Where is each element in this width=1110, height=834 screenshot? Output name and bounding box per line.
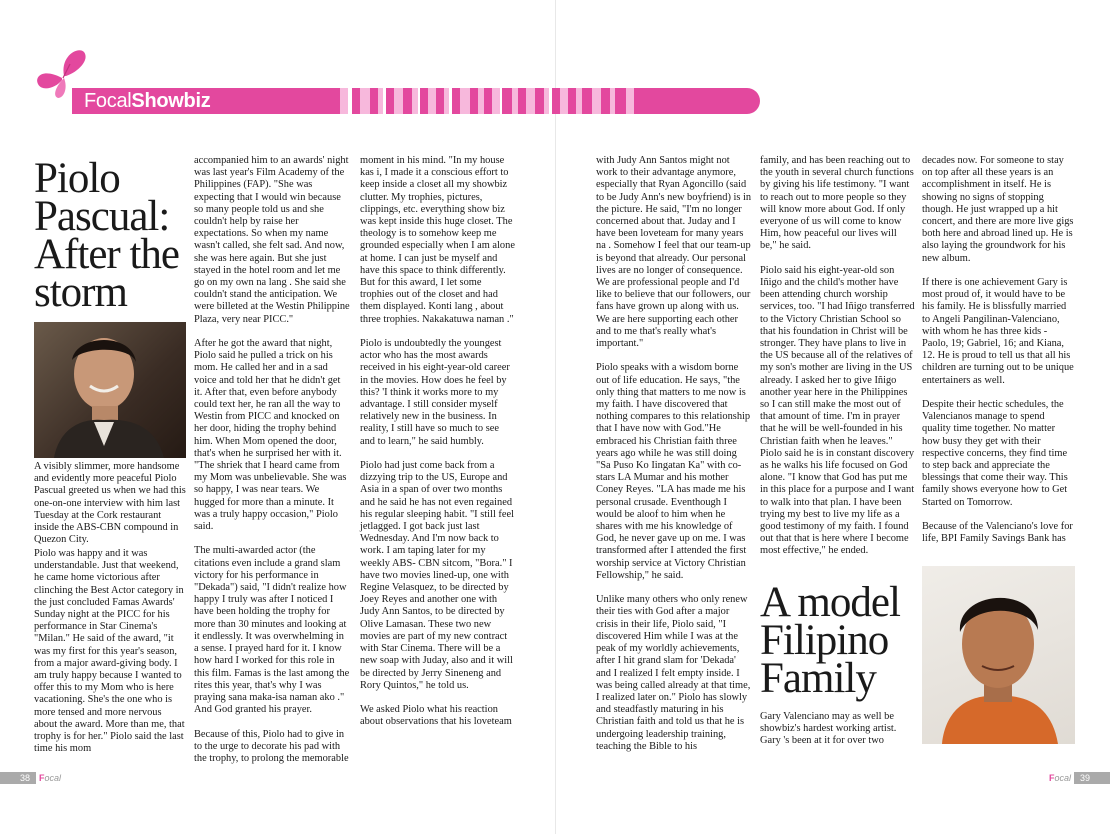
page-footer-right <box>1046 772 1110 784</box>
article-column-3 <box>360 155 516 741</box>
article-column-4 <box>596 155 752 765</box>
paragraph: Piolo speaks with a wisdom borne out of life education. He says, "the only thing that matters to me now is my faith. I have discovered that nothing compares to this relationship that I have now with God."He embraced his Christian faith three years ago while he was still doing "Sa Puso Ko Iingatan Ka" with co-stars LA Mumar and his mother Coney Reyes. "LA has made me his personal crusade. Eventhough I would be aloof to him when he shares with me his knowledge of God, he never gave up on me. I was transformed after I attended the first worship service at Victory Christian Fellowship," he said. <box>596 362 751 581</box>
article-headline-2: A model Filipino Family <box>760 579 900 702</box>
portrait-photo <box>34 322 186 458</box>
article-column-2 <box>194 155 350 777</box>
paragraph: Gary Valenciano may as well be showbiz's hardest working artist. Gary 's been at it for over two <box>760 711 897 747</box>
page-spine <box>555 0 556 834</box>
paragraph: The multi-awarded actor (the citations even include a grand slam victory for his performance in "Dekada") said, "I didn't realize how happy I truly was after I noticed I have been holding the trophy for more than 30 minutes and looking at it endlessly. It was overwhelming in a sense. I prayed hard for it. I know how hard I worked for this role in this film. Famas is the last among the rites this year, that's why I was praying sana maka-isa naman ako ." And God granted his prayer. <box>194 545 350 716</box>
paragraph: Unlike many others who only renew their ties with God after a major crisis in their life, Piolo said, "I discovered Him while I was at the peak of my worldly achievements, after I hit grand slam for 'Dekada' and I realized I felt empty inside. I was being called already at that time, I realized later on." Piolo has slowly and steadfastly maturing in his Christian faith and told us that he is undergoing leadership training, teaching the Bible to his <box>596 594 751 752</box>
article-column-6 <box>922 155 1075 558</box>
page-footer-left <box>0 772 64 784</box>
photo-caption: A visibly slimmer, more handsome and evidently more peaceful Piolo Pascual greeted us when we had this one-on-one interview with him last Tuesday at the Cork restaurant inside the ABS-CBN compound in Quezon City. <box>34 461 186 546</box>
footer-brand: Focal <box>39 773 62 783</box>
paragraph: Piolo is undoubtedly the youngest actor who has the most awards received in his eight-year-old career in the movies. How does he feel by this? 'I think it works more to my advantage. I still consider myself relatively new in the business. In reality, I still have so much to see and to learn," he said humbly. <box>360 338 510 447</box>
paragraph: Because of this, Piolo had to give in to the urge to decorate his pad with the trophy, to prolong the memorable <box>194 728 349 764</box>
paragraph: Because of the Valenciano's love for life, BPI Family Savings Bank has <box>922 521 1073 545</box>
article-column-1 <box>34 548 186 768</box>
paragraph: If there is one achievement Gary is most proud of, it would have to be his family. He is blissfully married to Angeli Pangilinan-Valenciano, with whom he has three kids - Paolo, 19; Gabriel, 16; and Kiana, 12. He is proud to tell us that all his children are turning out to be unique entertainers as well. <box>922 277 1074 386</box>
paragraph: moment in his mind. "In my house kas i, I made it a conscious effort to keep inside a closet all my showbiz clutter. My trophies, pictures, clippings, etc. everything show biz was kept inside this huge closet. The theology is to somehow keep me grounded especially when I am alone at home. I can just be myself and have this space to think differently. But for this award, I let some trophies out of the closet and had them displayed. Konti lang , about three trophies. Nakakatuwa naman ." <box>360 155 515 325</box>
paragraph: Piolo had just come back from a dizzying trip to the US, Europe and Asia in a span of over two months and he said he has not even regained his regular sleeping habit. "I still feel jetlagged. I got back just last Wednesday. And I'm now back to work. I am taping later for my weekly ABS- CBN sitcom, "Bora." I have two movies lined-up, one with Regine Velasquez, to be directed by Joey Reyes and another one with Judy Ann Santos, to be directed by Olive Lamasan. These two new movies are part of my new contract with Star Cinema. There will be a new soap with Juday, also and it will be directed by Jerry Sineneng and Rory Quintos," he told us. <box>360 460 514 691</box>
paragraph: After he got the award that night, Piolo said he pulled a trick on his mom. He called her and in a sad voice and told her that he didn't get it. After that, even before anybody could text her, he ran all the way to Westin from PICC and knocked on her door, hiding the trophy behind him. When Mom opened the door, that's when he surprised her with it. "The shriek that I heard came from my Mom was unbelievable. She was so happy, I was near tears. We hugged for more than a minute. It was a truly happy occasion," Piolo said. <box>194 338 347 533</box>
paragraph: decades now. For someone to stay on top after all these years is an accomplishment in itself. He is showing no signs of stopping though. He just wrapped up a hit concert, and there are more live gigs both here and abroad lined up. He is also laying the groundwork for his new album. <box>922 155 1074 264</box>
section-banner <box>72 88 760 114</box>
page-number: 39 <box>1074 772 1110 784</box>
paragraph: family, and has been reaching out to the youth in several church functions by giving his life testimony. "I want to reach out to more people so they will know more about God. If only everyone of us will come to know Him, how peaceful our lives will be," he said. <box>760 155 914 252</box>
page-number: 38 <box>0 772 36 784</box>
portrait-photo-2 <box>922 566 1075 744</box>
article2-intro <box>760 711 915 760</box>
paragraph: Piolo said his eight-year-old son Iñigo and the child's mother have been attending church worship services, too. "I had Iñigo transferred to the Victory Christian School so that his foundation in Christ will be stronger. They have plans to live in the US because all of the relatives of my son's mother are living in the US already. I asked her to give Iñigo another year here in the Philippines so I can still make the most out of that amount of time. I'm in prayer that he will be well-founded in his Christian faith when he leaves." Piolo said he is in constant discovery as he walks his life focused on God alone. "I know that God has put me in this place for a purpose and I want to walk into that plan. I have been trying my best to live my life as a good testimony of my faith. I found out that that is here where I become most effective," he ended. <box>760 264 915 557</box>
paragraph: Piolo was happy and it was understandable. Just that weekend, he came home victorious after clinching the Best Actor category in the just concluded Famas Awards' Sunday night at the PICC for his performance in Star Cinema's "Milan." He said of the award, "it was my first for this year's season, from a major award-giving body. I am truly happy because I wanted to offer this to my Mom who is here vacationing. She's the one who is more tensed and more nervous about the award. More than me, that trophy is for her." Piolo said the last time his mom <box>34 548 185 755</box>
paragraph: We asked Piolo what his reaction about observations that his loveteam <box>360 704 512 728</box>
footer-brand: Focal <box>1048 773 1071 783</box>
paragraph: Despite their hectic schedules, the Valencianos manage to spend quality time together. No matter how busy they get with their respective concerns, they find time to step back and appreciate the blessings that come their way. This family shows everyone how to Get Started on Tomorrow. <box>922 399 1068 508</box>
section-title: FocalShowbiz <box>84 90 211 112</box>
paragraph: accompanied him to an awards' night was last year's Film Academy of the Philippines (FAP). "She was expecting that I would win because so many people told us and she couldn't help by raise her expectations. So when my name wasn't called, she felt sad. And now, she was here again. But she just stayed in the hotel room and let me go on my own na lang . She said she couldn't stand the anticipation. We were billeted at the Westin Philippine Plaza, very near PICC." <box>194 155 350 325</box>
paragraph: with Judy Ann Santos might not work to their advantage anymore, especially that Ryan Agoncillo (said to be Judy Ann's new boyfriend) is in the picture. He said, "I'm no longer concerned about that. Juday and I have been loveteam for many years na . Somehow I feel that our team-up is beyond that already. Our personal lives are no longer of consequence. We are professional people and I'd like to believe that our followers, our fans have grown up along with us. We are here supporting each other and to me that's really what's important." <box>596 155 752 350</box>
article-headline: Piolo Pascual: After the storm <box>34 155 180 316</box>
article-column-5 <box>760 155 915 570</box>
